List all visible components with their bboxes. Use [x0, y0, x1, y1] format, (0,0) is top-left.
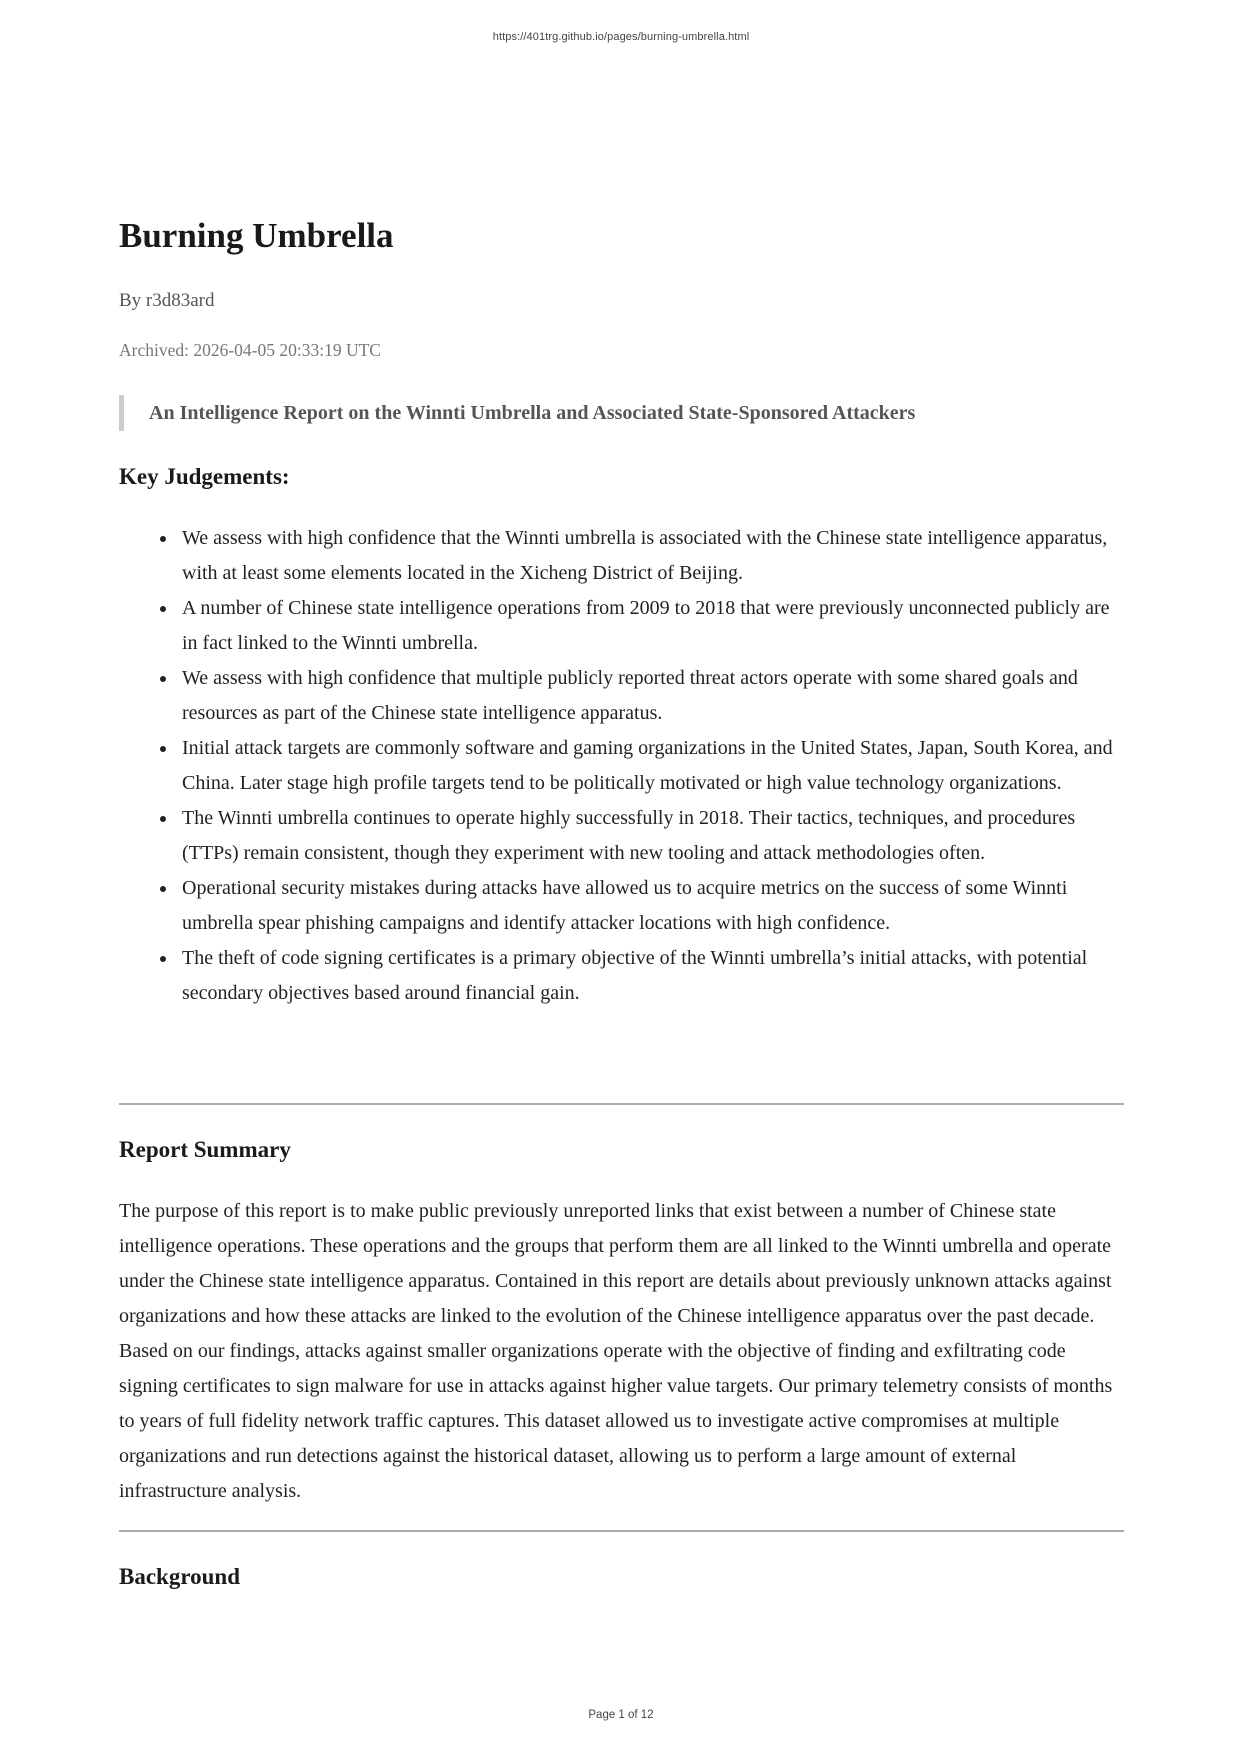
section-divider: [119, 1103, 1124, 1105]
list-item: The Winnti umbrella continues to operate highly successfully in 2018. Their tactics, techniques, and procedures (TTPs) remain consistent, though they experiment with new tooling and attack methodologies often.: [182, 801, 1124, 871]
report-summary-body: The purpose of this report is to make public previously unreported links that exist between a number of Chinese state intelligence operations. These operations and the groups that perform them are all linked to the Winnti umbrella and operate under the Chinese state intelligence apparatus. Contained in this report are details about previously unknown attacks against organizations and how these attacks are linked to the evolution of the Chinese intelligence apparatus over the past decade. Based on our findings, attacks against smaller organizations operate with the objective of finding and exfiltrating code signing certificates to sign malware for use in attacks against higher value targets. Our primary telemetry consists of months to years of full fidelity network traffic captures. This dataset allowed us to investigate active compromises at multiple organizations and run detections against the historical dataset, allowing us to perform a large amount of external infrastructure analysis.: [119, 1200, 1113, 1502]
author-byline: By r3d83ard: [119, 290, 215, 311]
archived-timestamp: Archived: 2026-04-05 20:33:19 UTC: [119, 340, 381, 360]
key-judgements-list: [119, 521, 1124, 1011]
list-item: A number of Chinese state intelligence operations from 2009 to 2018 that were previously unconnected publicly are in fact linked to the Winnti umbrella.: [182, 591, 1124, 661]
list-item: We assess with high confidence that the Winnti umbrella is associated with the Chinese state intelligence apparatus, with at least some elements located in the Xicheng District of Beijing.: [182, 521, 1124, 591]
key-judgements-heading: Key Judgements:: [119, 464, 290, 489]
subtitle-text: An Intelligence Report on the Winnti Umbrella and Associated State-Sponsored Attackers: [149, 401, 916, 424]
list-item: Operational security mistakes during attacks have allowed us to acquire metrics on the success of some Winnti umbrella spear phishing campaigns and identify attacker locations with high confidence.: [182, 871, 1124, 941]
page-url: https://401trg.github.io/pages/burning-umbrella.html: [492, 31, 750, 43]
report-summary-heading: Report Summary: [119, 1137, 291, 1162]
page-number: Page 1 of 12: [588, 1709, 654, 1721]
list-item: Initial attack targets are commonly software and gaming organizations in the United States, Japan, South Korea, and China. Later stage high profile targets tend to be politically motivated or high value technology organizations.: [182, 731, 1124, 801]
list-item: The theft of code signing certificates is a primary objective of the Winnti umbrella’s initial attacks, with potential secondary objectives based around financial gain.: [182, 941, 1124, 1011]
background-heading: Background: [119, 1564, 241, 1589]
list-item: We assess with high confidence that multiple publicly reported threat actors operate with some shared goals and resources as part of the Chinese state intelligence apparatus.: [182, 661, 1124, 731]
page-title: Burning Umbrella: [119, 216, 394, 255]
section-divider: [119, 1530, 1124, 1532]
subtitle-blockquote: [119, 395, 1124, 431]
